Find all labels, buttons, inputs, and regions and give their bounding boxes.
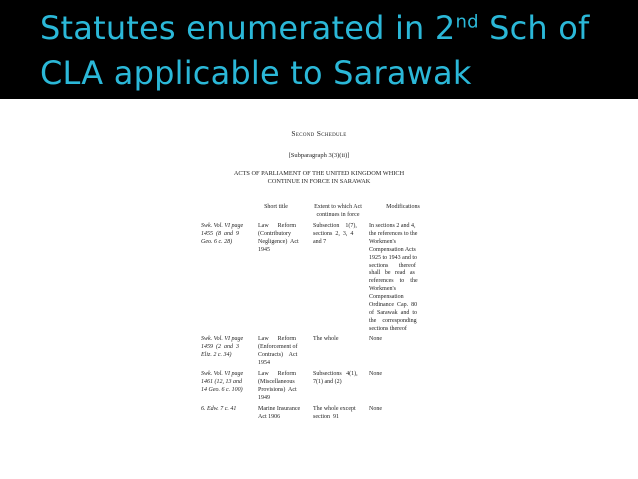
row-reference: Swk. Vol. VI page 1461 (12, 13 and 14 Geo. 6 c. 100) xyxy=(201,371,244,393)
column-header-modifications: Modifications xyxy=(386,204,420,210)
row-short-title: Law Reform (Miscellaneous Provisions) Act 1949 xyxy=(258,371,297,401)
row-modifications: None xyxy=(369,371,382,377)
slide-title-superscript: nd xyxy=(455,11,479,33)
acts-heading-line2: CONTINUE IN FORCE IN SARAWAK xyxy=(267,178,371,185)
slide-title-text: Statutes enumerated in 2 xyxy=(40,9,456,47)
row-modifications: None xyxy=(369,406,382,412)
row-short-title: Law Reform (Enforcement of Contracts) Act 1954 xyxy=(258,336,298,366)
acts-heading xyxy=(0,170,638,186)
acts-heading-line1: ACTS OF PARLIAMENT OF THE UNITED KINGDOM WHICH xyxy=(233,170,405,177)
column-header-short-title: Short title xyxy=(264,204,288,210)
row-extent: The whole xyxy=(313,336,339,342)
row-extent: Subsection 1(7), sections 2, 3, 4 and 7 xyxy=(313,223,357,245)
row-extent: Subsections 4(1), 7(1) and (2) xyxy=(313,371,358,385)
subparagraph-ref: [Subparagraph 3(3)(ii)] xyxy=(288,152,350,159)
slide-header xyxy=(0,0,638,99)
slide-title-line2: CLA applicable to Sarawak xyxy=(40,54,472,92)
row-short-title: Law Reform (Contributory Negligence) Act 1945 xyxy=(258,223,299,253)
schedule-title: Second Schedule xyxy=(291,129,347,138)
column-header-extent: Extent to which Act continues in force xyxy=(314,204,362,218)
row-short-title: Marine Insurance Act 1906 xyxy=(258,406,301,420)
row-reference: Swk. Vol. VI page 1459 (2 and 3 Eliz. 2 c. 34) xyxy=(201,336,244,358)
row-reference: Swk. Vol. VI page 1455 (8 and 9 Geo. 6 c. 28) xyxy=(201,223,244,245)
slide-title-text-end: Sch of xyxy=(478,9,590,47)
row-modifications: In sections 2 and 4, the references to the Workmen's Compensation Acts 1925 to 1943 and to sections thereof shall be read as references to the Workmen's Compensation Ordinance Cap. 80 of Sarawak and to the corresponding sections thereof xyxy=(369,223,418,332)
row-extent: The whole except section 91 xyxy=(313,406,356,420)
row-modifications: None xyxy=(369,336,382,342)
slide-title xyxy=(40,6,630,96)
row-reference: 6. Edw. 7 c. 41 xyxy=(201,406,237,412)
